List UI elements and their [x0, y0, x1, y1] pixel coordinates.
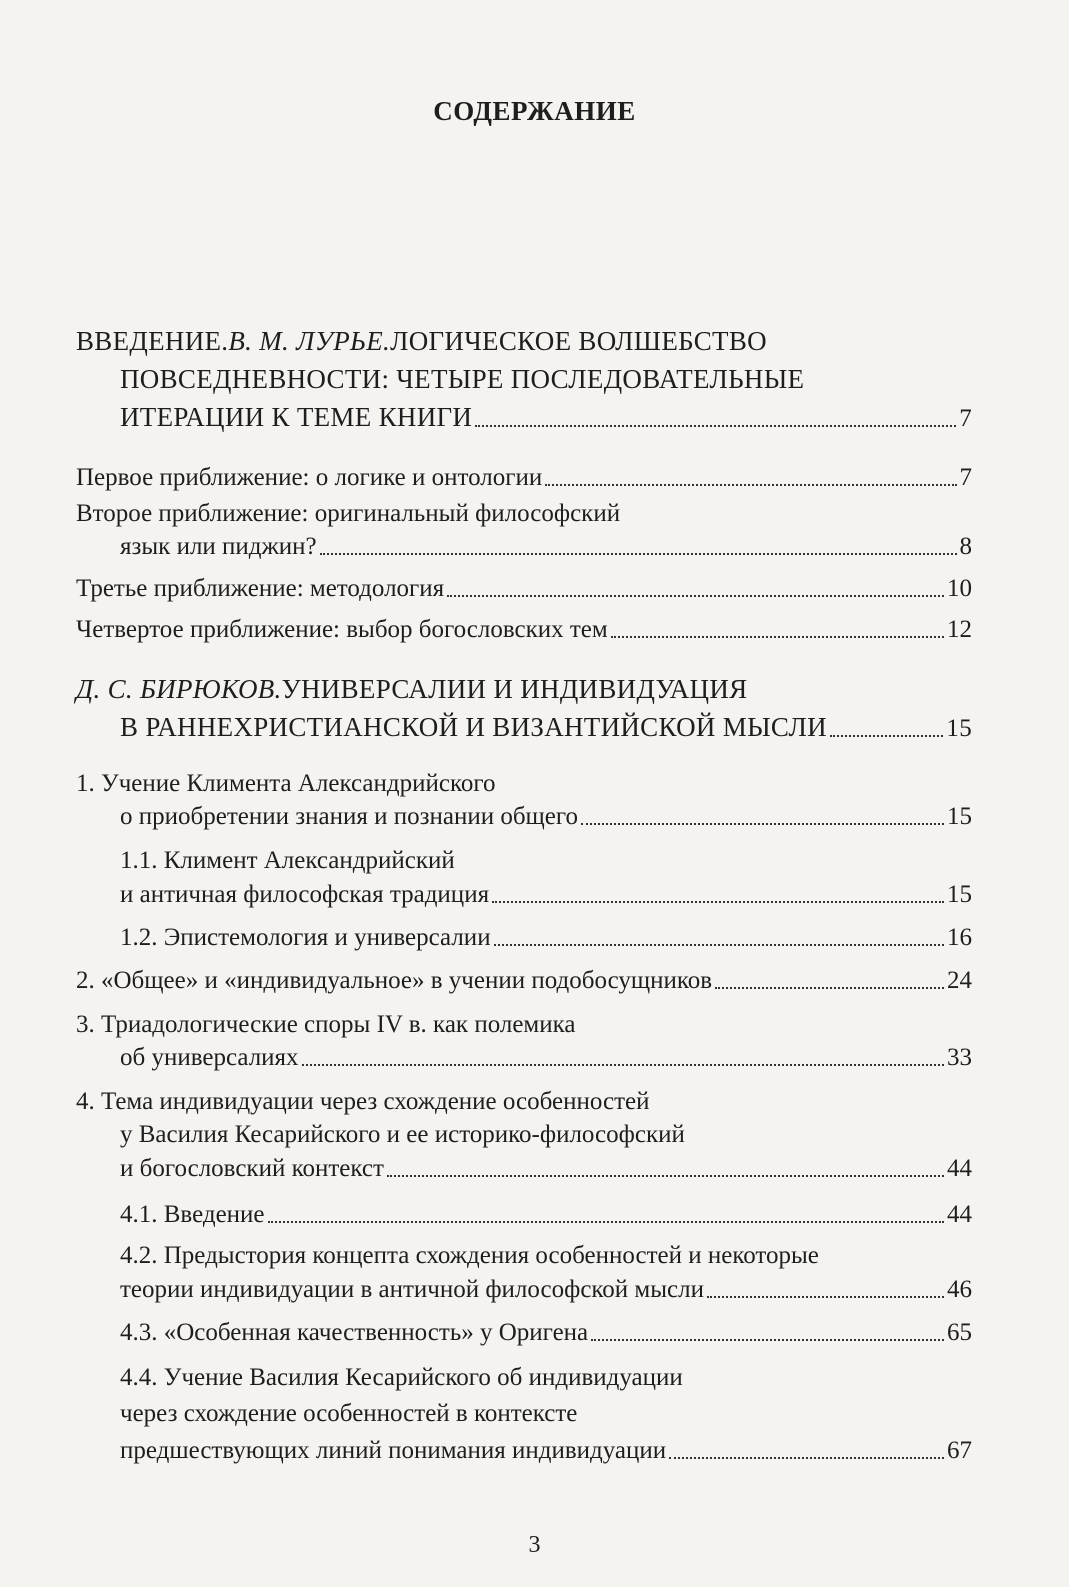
toc-entry-approach1: Первое приближение: о логике и онтологии 7: [76, 464, 972, 491]
toc-entry-s3-line2: об универсалиях 33: [120, 1044, 972, 1071]
toc-page-number: 33: [947, 1044, 972, 1071]
toc-page-number: 10: [947, 575, 972, 602]
toc-biryukov-line1: Д. С. БИРЮКОВ. УНИВЕРСАЛИИ И ИНДИВИДУАЦИЯ: [76, 674, 748, 704]
toc-page-number: 15: [947, 803, 972, 830]
toc-entry-s4-3: 4.3. «Особенная качественность» у Оригена 65: [120, 1319, 972, 1346]
toc-page-number: 65: [947, 1319, 972, 1346]
toc-page-number: 67: [947, 1437, 972, 1464]
toc-entry-s4-2-line1: 4.2. Предыстория концепта схождения особенностей и некоторые: [120, 1242, 819, 1269]
toc-page-number: 24: [947, 967, 972, 994]
toc-entry-s4-4-line1: 4.4. Учение Василия Кесарийского об индивидуации: [120, 1364, 683, 1391]
toc-entry-s4-2-line2: теории индивидуации в античной философской мысли 46: [120, 1276, 972, 1303]
toc-page-number: 8: [959, 533, 972, 560]
toc-entry-s2: 2. «Общее» и «индивидуальное» в учении подобосущников 24: [76, 967, 972, 994]
toc-entry-s1-2: 1.2. Эпистемология и универсалии 16: [120, 924, 972, 951]
toc-entry-s4-1: 4.1. Введение 44: [120, 1201, 972, 1228]
toc-entry-s1-line1: 1. Учение Климента Александрийского: [76, 770, 496, 797]
toc-entry-approach3: Третье приближение: методология 10: [76, 575, 972, 602]
toc-page-number: 12: [947, 616, 972, 643]
page-title: СОДЕРЖАНИЕ: [433, 96, 636, 126]
toc-entry-approach2-line1: Второе приближение: оригинальный философский: [76, 500, 621, 527]
toc-page-number: 7: [959, 464, 972, 491]
toc-entry-approach2-line2: язык или пиджин? 8: [120, 533, 972, 560]
toc-intro-line2: ПОВСЕДНЕВНОСТИ: ЧЕТЫРЕ ПОСЛЕДОВАТЕЛЬНЫЕ: [120, 364, 805, 394]
toc-page-number: 15: [946, 715, 972, 742]
toc-page-number: 16: [947, 924, 972, 951]
toc-entry-s4-line1: 4. Тема индивидуации через схождение особенностей: [76, 1088, 650, 1115]
toc-page-number: 46: [947, 1276, 972, 1303]
toc-entry-s4-line2: у Василия Кесарийского и ее историко-философский: [120, 1121, 685, 1148]
toc-entry-s4-4-line2: через схождение особенностей в контексте: [120, 1400, 578, 1427]
toc-entry-s1-1-line1: 1.1. Климент Александрийский: [120, 847, 455, 874]
toc-entry-s1-1-line2: и античная философская традиция 15: [120, 881, 972, 908]
toc-page-number: 15: [947, 881, 972, 908]
toc-entry-approach4: Четвертое приближение: выбор богословских тем 12: [76, 616, 972, 643]
toc-entry-s3-line1: 3. Триадологические споры IV в. как полемика: [76, 1011, 576, 1038]
toc-entry-s1-line2: о приобретении знания и познании общего 15: [120, 803, 972, 830]
toc-entry-s4-line3: и богословский контекст 44: [120, 1155, 972, 1182]
toc-page-number: 44: [947, 1201, 972, 1228]
page-number: 3: [528, 1532, 541, 1558]
toc-biryukov-author: Д. С. БИРЮКОВ.: [76, 674, 282, 704]
toc-intro-line1: ВВЕДЕНИЕ. В. М. ЛУРЬЕ. ЛОГИЧЕСКОЕ ВОЛШЕБСТВО: [76, 326, 767, 356]
toc-page-number: 7: [959, 405, 972, 432]
toc-intro-author: В. М. ЛУРЬЕ.: [228, 326, 391, 356]
toc-biryukov-line2: В РАННЕХРИСТИАНСКОЙ И ВИЗАНТИЙСКОЙ МЫСЛИ 15: [120, 712, 972, 742]
toc-intro-line3: ИТЕРАЦИИ К ТЕМЕ КНИГИ 7: [120, 402, 972, 432]
toc-page-number: 44: [947, 1155, 972, 1182]
toc-entry-s4-4-line3: предшествующих линий понимания индивидуации 67: [120, 1437, 972, 1464]
